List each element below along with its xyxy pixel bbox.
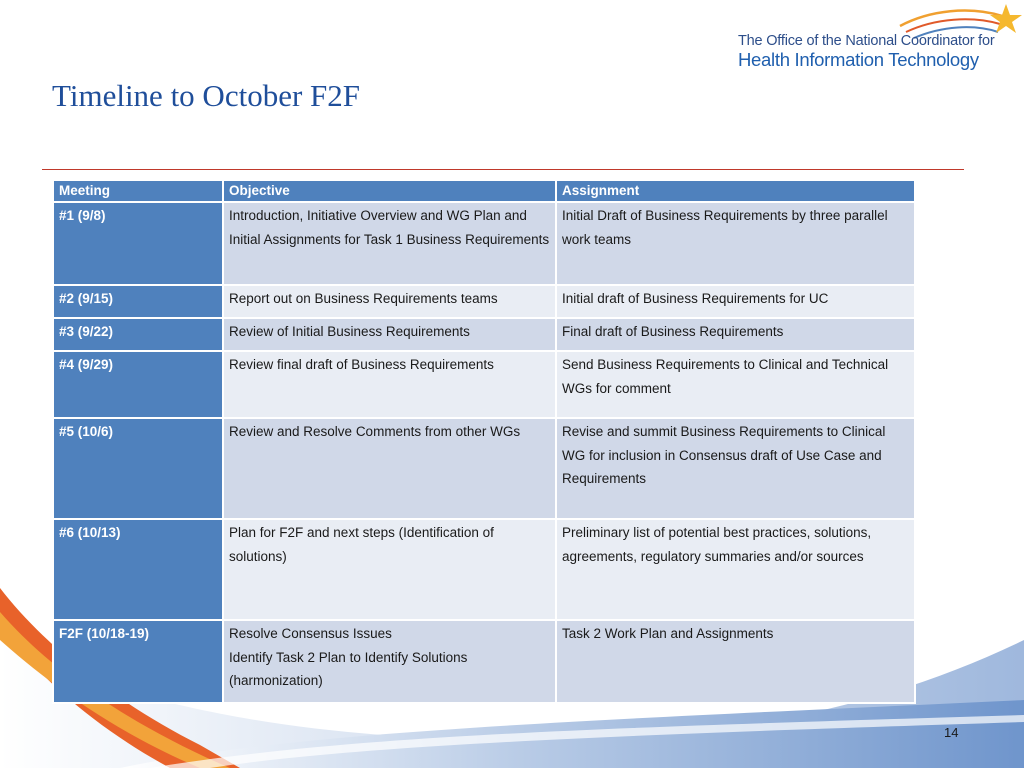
table-row — [53, 351, 915, 418]
assignment-cell: Initial Draft of Business Requirements by three parallel work teams — [556, 202, 915, 285]
table-row — [53, 418, 915, 519]
assignment-cell: Send Business Requirements to Clinical and Technical WGs for comment — [556, 351, 915, 418]
meeting-cell: #6 (10/13) — [53, 519, 223, 620]
objective-cell: Review final draft of Business Requirements — [223, 351, 556, 418]
meeting-cell: F2F (10/18-19) — [53, 620, 223, 703]
assignment-cell: Preliminary list of potential best practices, solutions, agreements, regulatory summaries and/or sources — [556, 519, 915, 620]
objective-cell: Introduction, Initiative Overview and WG Plan and Initial Assignments for Task 1 Business Requirements — [223, 202, 556, 285]
objective-cell: Review and Resolve Comments from other WGs — [223, 418, 556, 519]
slide-title: Timeline to October F2F — [52, 78, 361, 113]
meeting-cell: #2 (9/15) — [53, 285, 223, 318]
objective-cell: Review of Initial Business Requirements — [223, 318, 556, 351]
timeline-table — [52, 179, 916, 704]
title-divider — [42, 169, 964, 170]
assignment-cell: Final draft of Business Requirements — [556, 318, 915, 351]
assignment-cell: Revise and summit Business Requirements to Clinical WG for inclusion in Consensus draft of Use Case and Requirements — [556, 418, 915, 519]
objective-line: Identify Task 2 Plan to Identify Solutions (harmonization) — [229, 649, 468, 688]
objective-cell: Report out on Business Requirements teams — [223, 285, 556, 318]
objective-cell — [223, 620, 556, 703]
meeting-cell: #1 (9/8) — [53, 202, 223, 285]
header-meeting: Meeting — [53, 180, 223, 202]
page-number: 14 — [944, 725, 959, 740]
table-header-row — [53, 180, 915, 202]
logo-line2: Health Information Technology — [738, 49, 979, 70]
assignment-cell: Initial draft of Business Requirements for UC — [556, 285, 915, 318]
logo-line1: The Office of the National Coordinator for — [738, 33, 995, 49]
table-row — [53, 285, 915, 318]
header-assignment: Assignment — [556, 180, 915, 202]
table-row — [53, 519, 915, 620]
objective-cell: Plan for F2F and next steps (Identification of solutions) — [223, 519, 556, 620]
header-objective: Objective — [223, 180, 556, 202]
objective-line: Resolve Consensus Issues — [229, 626, 392, 641]
table-row — [53, 202, 915, 285]
meeting-cell: #3 (9/22) — [53, 318, 223, 351]
meeting-cell: #4 (9/29) — [53, 351, 223, 418]
table-row — [53, 620, 915, 703]
meeting-cell: #5 (10/6) — [53, 418, 223, 519]
assignment-cell: Task 2 Work Plan and Assignments — [556, 620, 915, 703]
onc-logo — [738, 30, 1008, 76]
table-row — [53, 318, 915, 351]
